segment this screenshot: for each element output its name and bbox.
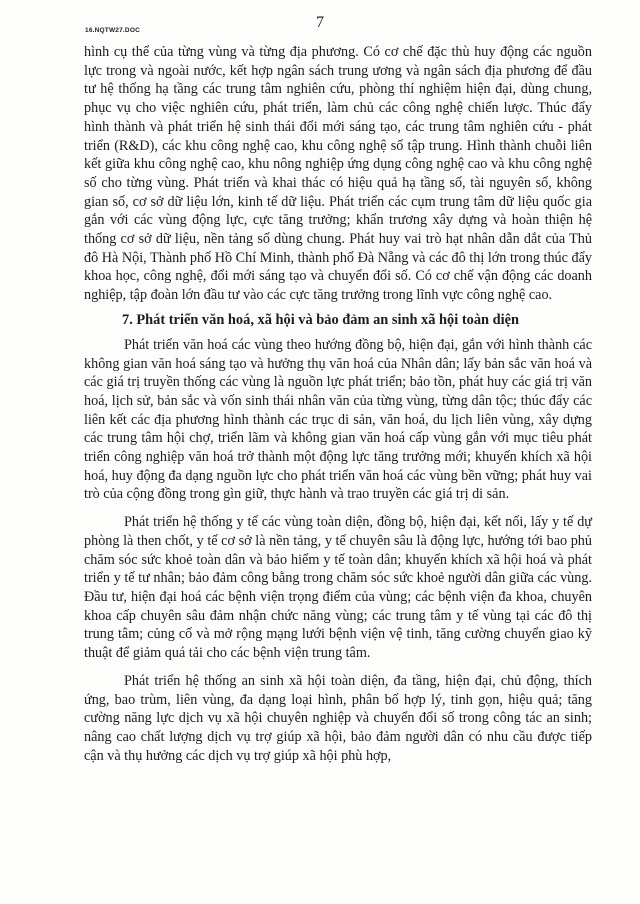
- paragraph-intro: hình cụ thể của từng vùng và từng địa phương. Có cơ chế đặc thù huy động các nguồn lực trong và ngoài nước, kết hợp ngân sách trung ương và ngân sách địa phương để đầu tư hệ thống hạ tầng các trung tâm nghiên cứu, phòng thí nghiệm hiện đại, dùng chung, phục vụ cho việc nghiên cứu, phát triển, làm chủ các công nghệ chiến lược. Thúc đẩy hình thành và phát triển hệ sinh thái đổi mới sáng tạo, các trung tâm nghiên cứu - phát triển (R&D), các khu công nghệ cao, khu công nghệ số tập trung. Hình thành chuỗi liên kết giữa khu công nghệ cao, khu nông nghiệp ứng dụng công nghệ cao và khu công nghệ số cho từng vùng. Phát triển và khai thác có hiệu quả hạ tầng số, tài nguyên số, không gian số, cơ sở dữ liệu lớn, kinh tế dữ liệu. Phát triển các cụm trung tâm dữ liệu quốc gia gắn với các vùng động lực, cực tăng trưởng; khẩn trương xây dựng và hoàn thiện hệ thống cơ sở dữ liệu, nền tảng số dùng chung. Phát huy vai trò hạt nhân dẫn dắt của Thủ đô Hà Nội, Thành phố Hồ Chí Minh, thành phố Đà Nẵng và các đô thị lớn trong thúc đẩy khoa học, công nghệ, đổi mới sáng tạo và chuyển đổi số. Có cơ chế vận động các doanh nghiệp, tập đoàn lớn đầu tư vào các cực tăng trưởng trong lĩnh vực công nghệ cao.: [84, 44, 592, 304]
- paragraph-culture: Phát triển văn hoá các vùng theo hướng đồng bộ, hiện đại, gắn với hình thành các không gian văn hoá sáng tạo và hưởng thụ văn hoá của Nhân dân; lấy bản sắc văn hoá và các giá trị truyền thống các vùng là nguồn lực phát triển; bảo tồn, phát huy các giá trị văn hoá, lịch sử, bản sắc và vốn sinh thái nhân văn của từng vùng, từng dân tộc; thúc đẩy các liên kết các địa phương hình thành các trục di sản, văn hoá, du lịch liên vùng, xây dựng các trung tâm hội chợ, triển lãm và không gian văn hoá cấp vùng gắn với mục tiêu phát triển công nghiệp văn hoá trở thành một động lực tăng trưởng mới; khuyến khích xã hội hoá, huy động đa dạng nguồn lực cho phát triển văn hoá các vùng bền vững; phát huy vai trò của cộng đồng trong gìn giữ, thực hành và trao truyền các giá trị di sản.: [84, 336, 592, 503]
- paragraph-spacer: [84, 504, 592, 513]
- section-heading: 7. Phát triển văn hoá, xã hội và bảo đảm an sinh xã hội toàn diện: [122, 311, 520, 328]
- page-number: 7: [316, 14, 324, 31]
- paragraph-health: Phát triển hệ thống y tế các vùng toàn diện, đồng bộ, hiện đại, kết nối, lấy y tế dự phòng là then chốt, y tế cơ sở là nền tảng, y tế chuyên sâu là động lực, hướng tới bao phủ chăm sóc sức khoẻ toàn dân và bảo hiểm y tế toàn dân; khuyến khích xã hội hoá và phát triển y tế tư nhân; bảo đảm công bằng trong chăm sóc sức khoẻ người dân giữa các vùng. Đầu tư, hiện đại hoá các bệnh viện trọng điểm của vùng; các bệnh viện đa khoa, chuyên khoa cấp chuyên sâu đảm nhận chức năng vùng; các trung tâm y tế vùng tại các đô thị trung tâm; củng cố và mở rộng mạng lưới bệnh viện vệ tinh, tăng cường chuyển giao kỹ thuật để giảm quá tải cho các bệnh viện trung tâm.: [84, 514, 592, 662]
- file-label: 16.NQTW27.DOC: [85, 27, 140, 34]
- paragraph-social-security: Phát triển hệ thống an sinh xã hội toàn diện, đa tầng, hiện đại, chủ động, thích ứng, bao trùm, liên vùng, đa dạng loại hình, phân bố hợp lý, tinh gọn, hiệu quả; tăng cường năng lực dịch vụ xã hội chuyên nghiệp và chuyển đổi số trong công tác an sinh; nâng cao chất lượng dịch vụ trợ giúp xã hội, bảo đảm người dân có nhu cầu được tiếp cận và thụ hưởng các dịch vụ trợ giúp xã hội phù hợp,: [84, 672, 592, 764]
- document-body: [84, 43, 592, 765]
- paragraph-spacer: [84, 663, 592, 672]
